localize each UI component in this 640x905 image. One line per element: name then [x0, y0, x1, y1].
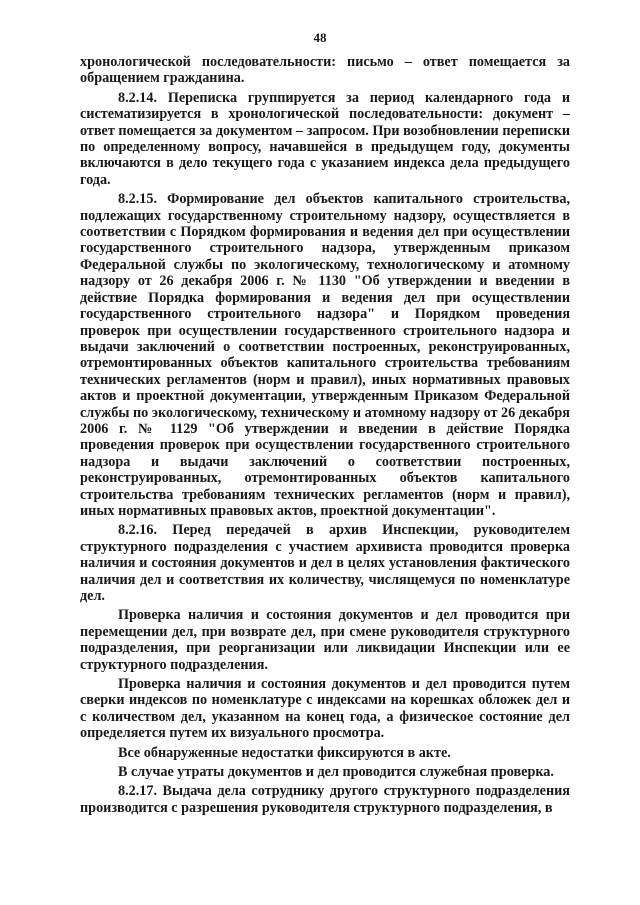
- paragraph-check-method: Проверка наличия и состояния документов и дел проводится путем сверки индексов по номенклатуре с индексами на корешках обложек дел и с количеством дел, указанном на конец года, а физическое состояние дел определяется путем их визуального просмотра.: [80, 676, 570, 742]
- paragraph-8-2-17: 8.2.17. Выдача дела сотруднику другого структурного подразделения производится с разрешения руководителя структурного подразделения, в: [80, 783, 570, 816]
- paragraph-continuation: хронологической последовательности: письмо – ответ помещается за обращением гражданина.: [80, 54, 570, 87]
- document-body: [80, 54, 570, 819]
- paragraph-8-2-14: 8.2.14. Переписка группируется за период календарного года и систематизируется в хронологической последовательности: документ – ответ помещается за документом – запросом. При возобновлении переписки по определенному вопросу, начавшейся в предыдущем году, документы включаются в дело текущего года с указанием индекса дела предыдущего года.: [80, 89, 570, 188]
- paragraph-8-2-16: 8.2.16. Перед передачей в архив Инспекции, руководителем структурного подразделения с участием архивиста проводится проверка наличия и состояния документов и дел в целях установления фактического наличия дел и соответствия их количеству, числящемуся по номенклатуре дел.: [80, 522, 570, 604]
- page-number: 48: [313, 30, 327, 45]
- paragraph-8-2-15: 8.2.15. Формирование дел объектов капитального строительства, подлежащих государственному строительному надзору, осуществляется в соответствии с Порядком формирования и ведения дел при осуществлении государственного строительного надзора, утвержденным приказом Федеральной службы по экологическому, технологическому и атомному надзору от 26 декабря 2006 г. № 1130 "Об утверждении и введении в действие Порядка формирования и ведения дел при осуществлении государственного строительного надзора" и Порядком проведения проверок при осуществлении государственного строительного надзора и выдачи заключений о соответствии построенных, реконструированных, отремонтированных объектов капитального строительства требованиям технических регламентов (норм и правил), иных нормативных правовых актов и проектной документации, утвержденным Приказом Федеральной службы по экологическому, техническому и атомному надзору от 26 декабря 2006 г. № 1129 "Об утверждении и введении в действие Порядка проведения проверок при осуществлении государственного строительного надзора и выдачи заключений о соответствии построенных, реконструированных, отремонтированных объектов капитального строительства требованиям технических регламентов (норм и правил), иных нормативных правовых актов, проектной документации".: [80, 191, 570, 519]
- paragraph-check-cases: Проверка наличия и состояния документов и дел проводится при перемещении дел, при возврате дел, при смене руководителя структурного подразделения, при реорганизации или ликвидации Инспекции или ее структурного подразделения.: [80, 607, 570, 673]
- paragraph-loss: В случае утраты документов и дел проводится служебная проверка.: [118, 764, 554, 781]
- paragraph-deficiencies: Все обнаруженные недостатки фиксируются в акте.: [118, 744, 451, 761]
